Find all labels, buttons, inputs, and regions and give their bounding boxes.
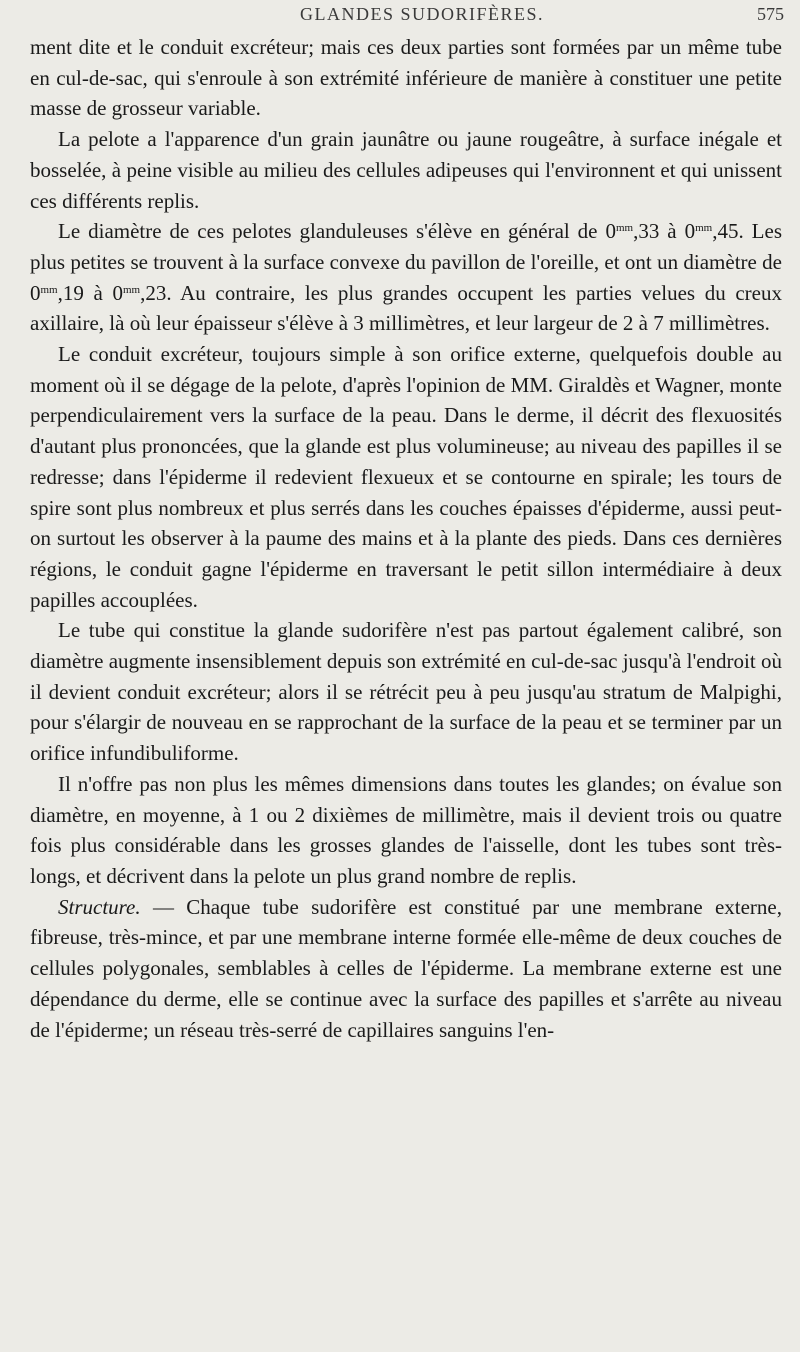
running-title: GLANDES SUDORIFÈRES.: [300, 4, 545, 24]
paragraph-3: [30, 216, 782, 339]
p3-part-d: ,19 à 0: [57, 280, 123, 305]
unit-mm-2: mm: [695, 222, 713, 235]
p3-part-b: ,33 à 0: [633, 219, 696, 244]
p3-part-a: Le diamètre de ces pelotes glanduleuses s'élève en général de 0: [58, 219, 616, 244]
paragraph-7: [30, 892, 782, 1046]
p7-text: — Chaque tube sudorifère est constitué par une membrane externe, fibreuse, très-mince, et par une membrane interne formée elle-même de deux couches de cellules polygonales, semblables à celles de l'épiderme. La membrane externe est une dépendance du derme, elle se continue avec la surface des papilles et s'arrête au niveau de l'épiderme; un réseau très-serré de capillaires sanguins l'en-: [30, 894, 782, 1042]
unit-mm-1: mm: [615, 222, 634, 235]
body-text: [30, 32, 782, 1045]
paragraph-1: ment dite et le conduit excréteur; mais ces deux parties sont formées par un même tube en cul-de-sac, qui s'enroule à son extrémité inférieure de manière à constituer une petite masse de grosseur variable.: [30, 35, 782, 121]
paragraph-2: La pelote a l'apparence d'un grain jaunâtre ou jaune rougeâtre, à surface inégale et bosselée, à peine visible au milieu des cellules adipeuses qui l'environnent et qui unissent ces différents replis.: [30, 127, 782, 213]
unit-mm-3: mm: [40, 283, 58, 296]
section-heading-structure: Structure.: [58, 894, 141, 919]
unit-mm-4: mm: [122, 283, 141, 296]
paragraph-4: Le conduit excréteur, toujours simple à son orifice externe, quelquefois double au moment où il se dégage de la pelote, d'après l'opinion de MM. Giraldès et Wagner, monte perpendiculairement vers la surface de la peau. Dans le derme, il décrit des flexuosités d'autant plus prononcées, que la glande est plus volumineuse; au niveau des papilles il se redresse; dans l'épiderme il redevient flexueux et se contourne en spirale; les tours de spire sont plus nombreux et plus serrés dans les couches épaisses d'épiderme, aussi peut-on surtout les observer à la paume des mains et à la plante des pieds. Dans ces dernières régions, le conduit gagne l'épiderme en traversant le petit sillon intermédiaire à deux papilles accouplées.: [30, 342, 782, 612]
p3-part-e: ,23. Au contraire, les plus grandes occupent les parties velues du creux axillaire, là où leur épaisseur s'élève à 3 millimètres, et leur largeur de 2 à 7 millimètres.: [30, 280, 782, 336]
paragraph-6: Il n'offre pas non plus les mêmes dimensions dans toutes les glandes; on évalue son diamètre, en moyenne, à 1 ou 2 dixièmes de millimètre, mais il devient trois ou quatre fois plus considérable dans les grosses glandes de l'aisselle, dont les tubes sont très-longs, et décrivent dans la pelote un plus grand nombre de replis.: [30, 771, 782, 888]
paragraph-5: Le tube qui constitue la glande sudorifère n'est pas partout également calibré, son diamètre augmente insensiblement depuis son extrémité en cul-de-sac jusqu'à l'endroit où il devient conduit excréteur; alors il se rétrécit peu à peu jusqu'au stratum de Malpighi, pour s'élargir de nouveau en se rapprochant de la surface de la peau et se terminer par un orifice infundibuliforme.: [30, 618, 782, 766]
page-number: 575: [757, 4, 784, 24]
p3-part-c: ,45. Les plus petites se trouvent à la surface convexe du pavillon de l'oreille, et ont un diamètre de 0: [30, 219, 782, 305]
